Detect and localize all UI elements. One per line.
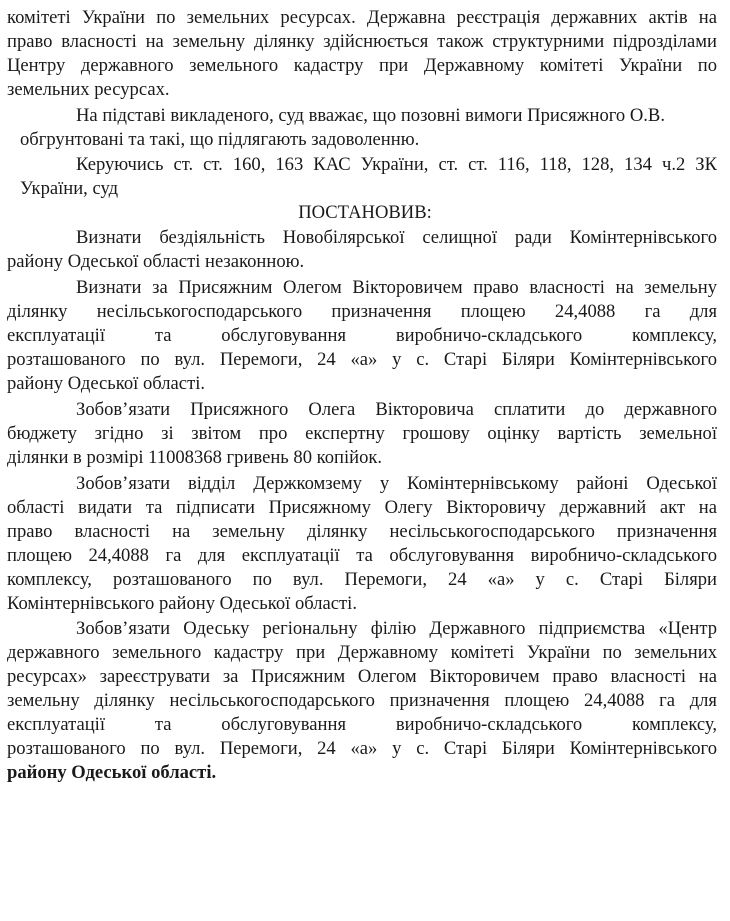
text-line: області видати та підписати Присяжному Олегу Вікторовичу державний акт на	[7, 497, 717, 518]
text-line: земельну ділянку несільськогосподарського призначення площею 24,4088 га для	[7, 690, 717, 711]
text-line: ділянку несільськогосподарського призначення площею 24,4088 га для	[7, 301, 717, 322]
text-line: ділянки в розмірі 11008368 гривень 80 копійок.	[7, 447, 383, 468]
ruling-heading: ПОСТАНОВИВ:	[298, 202, 432, 223]
text-line: Керуючись ст. ст. 160, 163 КАС України, ст. ст. 116, 118, 128, 134 ч.2 ЗК	[76, 154, 717, 175]
text-line: України, суд	[20, 178, 119, 199]
text-line: Зобов’язати відділ Держкомзему у Комінтернівському районі Одеської	[76, 473, 717, 494]
text-line: право власності на земельну ділянку несільськогосподарського призначення	[7, 521, 717, 542]
text-line: державного земельного кадастру при Державному комітеті України по земельних	[7, 642, 717, 663]
text-line: експлуатації та обслуговування виробничо-складського комплексу,	[7, 714, 717, 735]
text-line: району Одеської області незаконною.	[7, 251, 305, 272]
text-line: На підставі викладеного, суд вважає, що позовні вимоги Присяжного О.В.	[76, 105, 665, 126]
text-line: комітеті України по земельних ресурсах. Державна реєстрація державних актів на	[7, 7, 717, 28]
text-line: розташованого по вул. Перемоги, 24 «а» у с. Старі Біляри Комінтернівського	[7, 738, 717, 759]
text-line: Комінтернівського району Одеської області.	[7, 593, 357, 614]
text-line: району Одеської області.	[7, 373, 206, 394]
text-line: Центру державного земельного кадастру при Державному комітеті України по	[7, 55, 717, 76]
text-line: площею 24,4088 га для експлуатації та обслуговування виробничо-складського	[7, 545, 717, 566]
text-line: комплексу, розташованого по вул. Перемоги, 24 «а» у с. Старі Біляри	[7, 569, 717, 590]
text-line: земельних ресурсах.	[7, 79, 170, 100]
text-line: бюджету згідно зі звітом про експертну грошову оцінку вартість земельної	[7, 423, 717, 444]
text-line: ресурсах» зареєструвати за Присяжним Олегом Вікторовичем право власності на	[7, 666, 717, 687]
text-line: право власності на земельну ділянку здійснюється також структурними підрозділами	[7, 31, 717, 52]
text-line: обгрунтовані та такі, що підлягають задоволенню.	[20, 129, 420, 150]
text-line: Зобов’язати Присяжного Олега Вікторовича сплатити до державного	[76, 399, 717, 420]
text-line: розташованого по вул. Перемоги, 24 «а» у с. Старі Біляри Комінтернівського	[7, 349, 717, 370]
text-line: Зобов’язати Одеську регіональну філію Державного підприємства «Центр	[76, 618, 717, 639]
text-line: експлуатації та обслуговування виробничо-складського комплексу,	[7, 325, 717, 346]
text-line: Визнати за Присяжним Олегом Вікторовичем право власності на земельну	[76, 277, 717, 298]
text-line: Визнати бездіяльність Новобілярської селищної ради Комінтернівського	[76, 227, 717, 248]
text-line: району Одеської області.	[7, 762, 217, 783]
